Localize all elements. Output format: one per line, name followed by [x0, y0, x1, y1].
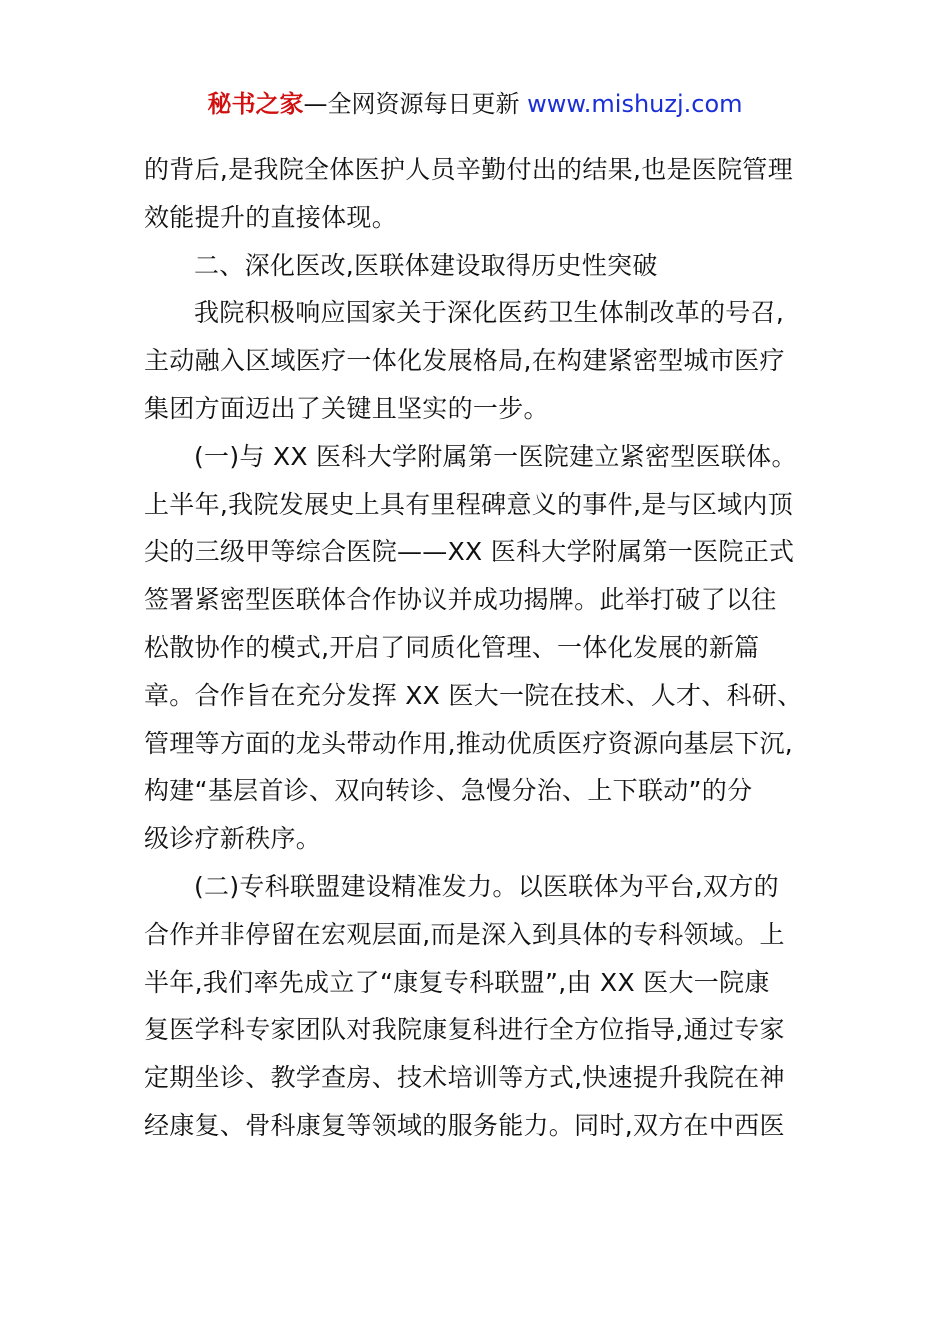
paragraph-line: 构建“基层首诊、双向转诊、急慢分治、上下联动”的分	[144, 776, 753, 806]
header-brand: 秘书之家	[207, 90, 304, 118]
paragraph-line: 集团方面迈出了关键且坚实的一步。	[144, 393, 549, 423]
paragraph-line: 半年,我们率先成立了“康复专科联盟”,由 XX 医大一院康	[144, 967, 770, 997]
paragraph-line: 上半年,我院发展史上具有里程碑意义的事件,是与区域内顶	[144, 489, 793, 519]
header-tagline: —全网资源每日更新	[303, 90, 528, 118]
paragraph-line: 经康复、骨科康复等领域的服务能力。同时,双方在中西医	[144, 1110, 785, 1140]
paragraph-line: 定期坐诊、教学查房、技术培训等方式,快速提升我院在神	[144, 1063, 785, 1093]
page-header	[0, 88, 950, 120]
paragraph-line: 复医学科专家团队对我院康复科进行全方位指导,通过专家	[144, 1015, 785, 1045]
paragraph-line: 级诊疗新秩序。	[144, 824, 322, 854]
paragraph-line: 我院积极响应国家关于深化医药卫生体制改革的号召,	[194, 298, 785, 328]
subsection-heading: (二)专科联盟建设精准发力。以医联体为平台,双方的	[194, 871, 779, 901]
paragraph-line: 主动融入区域医疗一体化发展格局,在构建紧密型城市医疗	[144, 346, 785, 376]
paragraph-line: 效能提升的直接体现。	[144, 202, 398, 232]
paragraph-line: 章。合作旨在充分发挥 XX 医大一院在技术、人才、科研、	[144, 680, 803, 710]
paragraph-line: 尖的三级甲等综合医院——XX 医科大学附属第一医院正式	[144, 537, 795, 567]
document-body	[144, 146, 809, 1150]
paragraph-line: 的背后,是我院全体医护人员辛勤付出的结果,也是医院管理	[144, 155, 793, 184]
subsection-heading: (一)与 XX 医科大学附属第一医院建立紧密型医联体。	[194, 441, 797, 471]
paragraph-line: 松散协作的模式,开启了同质化管理、一体化发展的新篇	[144, 632, 760, 662]
section-heading: 二、深化医改,医联体建设取得历史性突破	[194, 250, 658, 280]
header-url-link[interactable]: www.mishuzj.com	[527, 90, 743, 118]
paragraph-line: 合作并非停留在宏观层面,而是深入到具体的专科领域。上	[144, 919, 785, 949]
paragraph-line: 管理等方面的龙头带动作用,推动优质医疗资源向基层下沉,	[144, 728, 793, 758]
paragraph-line: 签署紧密型医联体合作协议并成功揭牌。此举打破了以往	[144, 585, 777, 615]
